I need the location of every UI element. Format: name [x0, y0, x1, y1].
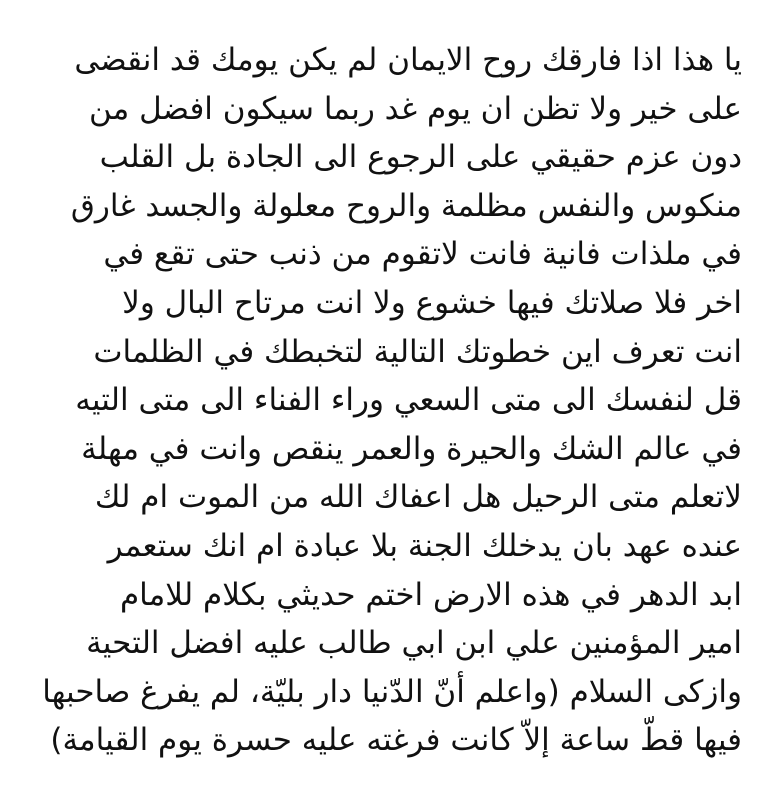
text-line-7: انت تعرف اين خطوتك التالية لتخبطك في الظلمات — [93, 333, 742, 370]
text-line-12: ابد الدهر في هذه الارض اختم حديثي بكلام للامام — [119, 576, 742, 613]
text-line-2: على خير ولا تظن ان يوم غد ربما سيكون افضل من — [89, 90, 742, 127]
text-line-4: منكوس والنفس مظلمة والروح معلولة والجسد غارق — [70, 187, 742, 224]
text-line-10: لاتعلم متى الرحيل هل اعفاك الله من الموت ام لك — [94, 479, 742, 516]
text-line-5: في ملذات فانية فانت لاتقوم من ذنب حتى تقع في — [103, 236, 742, 273]
text-line-13: امير المؤمنين علي ابن ابي طالب عليه افضل التحية — [86, 625, 742, 662]
text-line-1: يا هذا اذا فارقك روح الايمان لم يكن يومك قد انقضى — [74, 42, 742, 78]
text-line-14: وازكى السلام (واعلم أنّ الدّنيا دار بليّة، لم يفرغ صاحبها — [42, 673, 742, 710]
article-text — [14, 36, 742, 765]
text-line-9: في عالم الشك والحيرة والعمر ينقص وانت في مهلة — [81, 430, 742, 467]
text-line-6: اخر فلا صلاتك فيها خشوع ولا انت مرتاح البال ولا — [122, 284, 742, 321]
text-line-3: دون عزم حقيقي على الرجوع الى الجادة بل القلب — [99, 139, 742, 176]
text-line-15: فيها قطّ ساعة إلاّ كانت فرغته عليه حسرة يوم القيامة) — [50, 722, 742, 759]
text-line-11: عنده عهد بان يدخلك الجنة بلا عبادة ام انك ستعمر — [107, 527, 742, 564]
text-line-8: قل لنفسك الى متى السعي وراء الفناء الى متى التيه — [75, 382, 742, 419]
